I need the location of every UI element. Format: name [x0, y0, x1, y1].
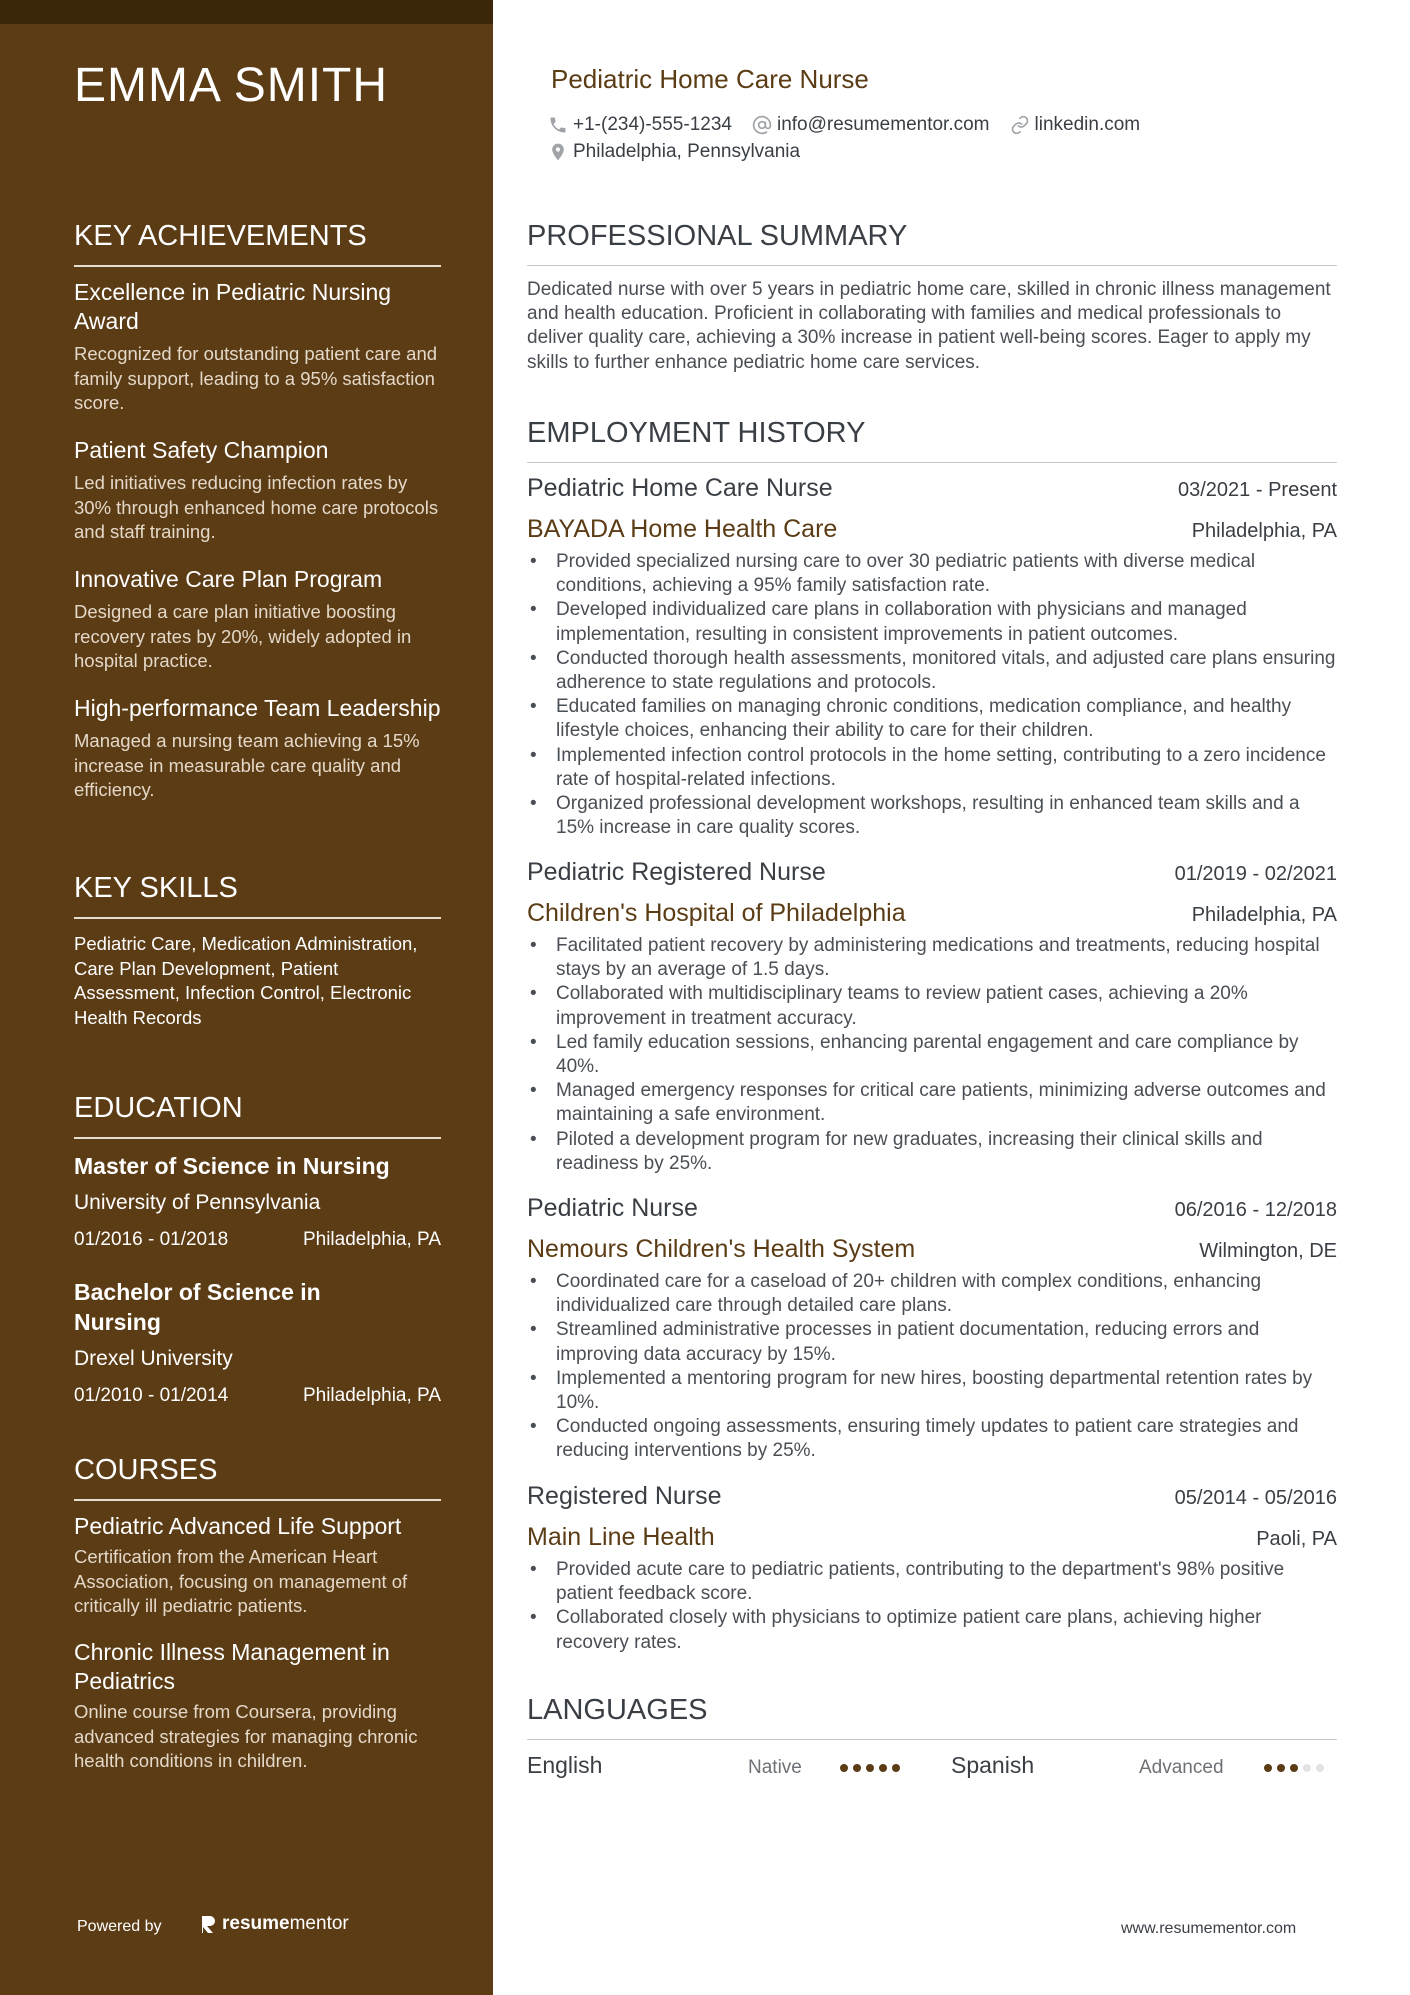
job-company: BAYADA Home Health Care	[527, 515, 838, 543]
education-degree: Bachelor of Science in Nursing	[74, 1279, 321, 1335]
contact-phone[interactable]	[548, 114, 732, 136]
bullet-item: • Collaborated with multidisciplinary teams to review patient cases, achieving a 20% improvement in treatment accuracy.	[527, 982, 1337, 1030]
education-school: Drexel University	[74, 1347, 233, 1370]
rating-dot-empty	[1303, 1764, 1311, 1772]
language-name: English	[527, 1752, 603, 1778]
bullet-item: • Provided specialized nursing care to over 30 pediatric patients with diverse medical conditions, achieving a 95% family satisfaction rate.	[527, 550, 1337, 598]
education-meta	[74, 1229, 441, 1251]
contact-email[interactable]	[752, 114, 990, 136]
rating-dot-filled	[866, 1764, 874, 1772]
rating-dot-empty	[1316, 1764, 1324, 1772]
education-school: University of Pennsylvania	[74, 1191, 321, 1214]
linkedin-text: linkedin.com	[1034, 114, 1141, 135]
job-bullets	[527, 1558, 1337, 1655]
phone-icon	[548, 115, 568, 135]
summary-text: Dedicated nurse with over 5 years in pediatric home care, skilled in chronic illness management and health education. Proficient in collaborating with families and medical professionals to deliver quality care, achieving a 30% increase in patient well-being scores. Eager to apply my skills to further enhance pediatric home care services.	[527, 279, 1331, 373]
education-location: Philadelphia, PA	[302, 1229, 441, 1250]
achievement-desc: Managed a nursing team achieving a 15% increase in measurable care quality and efficiency.	[74, 730, 420, 800]
contact-linkedin[interactable]	[1010, 114, 1141, 136]
rating-dot-filled	[892, 1764, 900, 1772]
link-icon	[1010, 115, 1030, 135]
job-role: Pediatric Registered Nurse	[527, 858, 826, 886]
education-item	[74, 1151, 441, 1251]
bullet-item: • Conducted ongoing assessments, ensuring timely updates to patient care strategies and reducing interventions by 25%.	[527, 1415, 1337, 1463]
contact-location	[548, 141, 800, 163]
achievement-title: Excellence in Pediatric Nursing Award	[74, 279, 392, 334]
employment-heading: EMPLOYMENT HISTORY	[527, 417, 1337, 463]
achievement-item	[74, 278, 444, 416]
bullet-item: • Provided acute care to pediatric patients, contributing to the department's 98% positive patient feedback score.	[527, 1558, 1337, 1606]
course-item	[74, 1512, 444, 1619]
bullet-item: • Facilitated patient recovery by administering medications and treatments, reducing hospital stays by an average of 1.5 days.	[527, 934, 1337, 982]
education-dates: 01/2016 - 01/2018	[74, 1229, 229, 1250]
bullet-item: • Educated families on managing chronic conditions, medication compliance, and healthy lifestyle choices, enhancing their ability to care for their children.	[527, 695, 1337, 743]
headline-title: Pediatric Home Care Nurse	[551, 64, 869, 94]
bullet-item: • Coordinated care for a caseload of 20+ children with complex conditions, enhancing individualized care through detailed care plans.	[527, 1270, 1337, 1318]
job-location: Paoli, PA	[1256, 1528, 1337, 1550]
course-desc: Certification from the American Heart Association, focusing on management of critically ill pediatric patients.	[74, 1546, 408, 1616]
bullet-item: • Implemented a mentoring program for new hires, boosting departmental retention rates by 10%.	[527, 1367, 1337, 1415]
education-location: Philadelphia, PA	[302, 1385, 441, 1406]
job-location: Wilmington, DE	[1199, 1240, 1337, 1262]
map-pin-icon	[548, 142, 568, 162]
job-location: Philadelphia, PA	[1191, 520, 1337, 542]
achievement-desc: Recognized for outstanding patient care and family support, leading to a 95% satisfaction score.	[74, 343, 438, 413]
rating-dot-filled	[879, 1764, 887, 1772]
courses-heading: COURSES	[74, 1454, 441, 1501]
job-bullets	[527, 550, 1337, 840]
bullet-item: • Developed individualized care plans in collaboration with physicians and managed implementation, resulting in consistent improvements in patient outcomes.	[527, 598, 1337, 646]
skills-list: Pediatric Care, Medication Administration, Care Plan Development, Patient Assessment, Infection Control, Electronic Health Records	[74, 933, 418, 1028]
course-title: Chronic Illness Management in Pediatrics	[74, 1639, 390, 1694]
contact-row	[548, 114, 1160, 136]
at-sign-icon	[752, 115, 772, 135]
language-rating	[840, 1764, 905, 1772]
job-dates: 06/2016 - 12/2018	[1174, 1199, 1337, 1221]
job-role: Pediatric Home Care Nurse	[527, 474, 833, 502]
language-name: Spanish	[951, 1752, 1035, 1778]
rating-dot-filled	[1277, 1764, 1285, 1772]
rating-dot-filled	[1290, 1764, 1298, 1772]
education-dates: 01/2010 - 01/2014	[74, 1385, 229, 1406]
sidebar-top-bar	[0, 0, 493, 24]
education-degree: Master of Science in Nursing	[74, 1153, 390, 1179]
bullet-item: • Organized professional development workshops, resulting in enhanced team skills and a 15% increase in care quality scores.	[527, 792, 1337, 840]
brand-light: mentor	[289, 1913, 349, 1934]
education-heading: EDUCATION	[74, 1092, 441, 1139]
bullet-item: • Implemented infection control protocols in the home setting, contributing to a zero incidence rate of hospital-related infections.	[527, 744, 1337, 792]
location-text: Philadelphia, Pennsylvania	[573, 141, 801, 162]
job-entry	[527, 474, 1337, 840]
job-company: Main Line Health	[527, 1523, 715, 1551]
resumementor-logo-icon	[200, 1914, 216, 1934]
bullet-item: • Conducted thorough health assessments, monitored vitals, and adjusted care plans ensuring adherence to state regulations and protocols.	[527, 647, 1337, 695]
skills-heading: KEY SKILLS	[74, 872, 441, 919]
job-dates: 01/2019 - 02/2021	[1174, 863, 1337, 885]
job-role: Registered Nurse	[527, 1482, 722, 1510]
language-level: Native	[748, 1757, 802, 1778]
achievement-item	[74, 565, 444, 674]
achievement-desc: Designed a care plan initiative boosting recovery rates by 20%, widely adopted in hospital practice.	[74, 601, 412, 671]
brand-bold: resume	[222, 1913, 290, 1934]
rating-dot-filled	[1264, 1764, 1272, 1772]
job-dates: 03/2021 - Present	[1178, 479, 1337, 501]
footer-url[interactable]: www.resumementor.com	[1121, 1920, 1297, 1937]
achievement-item	[74, 694, 444, 803]
brand-logo[interactable]	[200, 1913, 349, 1935]
bullet-item: • Collaborated closely with physicians to optimize patient care plans, achieving higher recovery rates.	[527, 1606, 1337, 1654]
email-text: info@resumementor.com	[776, 114, 990, 135]
phone-text: +1-(234)-555-1234	[573, 114, 732, 135]
sidebar	[0, 0, 493, 1995]
achievement-item	[74, 436, 444, 545]
language-level: Advanced	[1139, 1757, 1224, 1778]
job-bullets	[527, 934, 1337, 1176]
course-desc: Online course from Coursera, providing advanced strategies for managing chronic health conditions in children.	[74, 1701, 418, 1771]
language-rating	[1264, 1764, 1329, 1772]
rating-dot-filled	[853, 1764, 861, 1772]
achievement-title: High-performance Team Leadership	[74, 695, 441, 721]
bullet-item: • Managed emergency responses for critical care patients, minimizing adverse outcomes and maintaining a safe environment.	[527, 1079, 1337, 1127]
achievement-title: Patient Safety Champion	[74, 437, 329, 463]
summary-heading: PROFESSIONAL SUMMARY	[527, 220, 1337, 266]
languages-row	[527, 1752, 1337, 1782]
bullet-item: • Led family education sessions, enhancing parental engagement and care compliance by 40%.	[527, 1031, 1337, 1079]
course-title: Pediatric Advanced Life Support	[74, 1513, 402, 1539]
job-company: Nemours Children's Health System	[527, 1235, 916, 1263]
education-meta	[74, 1385, 441, 1407]
achievements-heading: KEY ACHIEVEMENTS	[74, 220, 441, 267]
job-dates: 05/2014 - 05/2016	[1174, 1487, 1337, 1509]
job-entry	[527, 858, 1337, 1176]
powered-by-label: Powered by	[77, 1918, 162, 1935]
bullet-item: • Streamlined administrative processes in patient documentation, reducing errors and improving data accuracy by 15%.	[527, 1318, 1337, 1366]
job-entry	[527, 1194, 1337, 1464]
rating-dot-filled	[840, 1764, 848, 1772]
achievement-desc: Led initiatives reducing infection rates by 30% through enhanced home care protocols and staff training.	[74, 472, 439, 542]
candidate-name: EMMA SMITH	[74, 59, 389, 112]
languages-heading: LANGUAGES	[527, 1694, 1337, 1740]
job-bullets	[527, 1270, 1337, 1464]
achievement-title: Innovative Care Plan Program	[74, 566, 383, 592]
education-item	[74, 1277, 441, 1407]
job-location: Philadelphia, PA	[1191, 904, 1337, 926]
contact-row-2	[548, 141, 820, 163]
job-entry	[527, 1482, 1337, 1655]
job-role: Pediatric Nurse	[527, 1194, 698, 1222]
bullet-item: • Piloted a development program for new graduates, increasing their clinical skills and readiness by 25%.	[527, 1128, 1337, 1176]
job-company: Children's Hospital of Philadelphia	[527, 899, 906, 927]
course-item	[74, 1638, 444, 1774]
